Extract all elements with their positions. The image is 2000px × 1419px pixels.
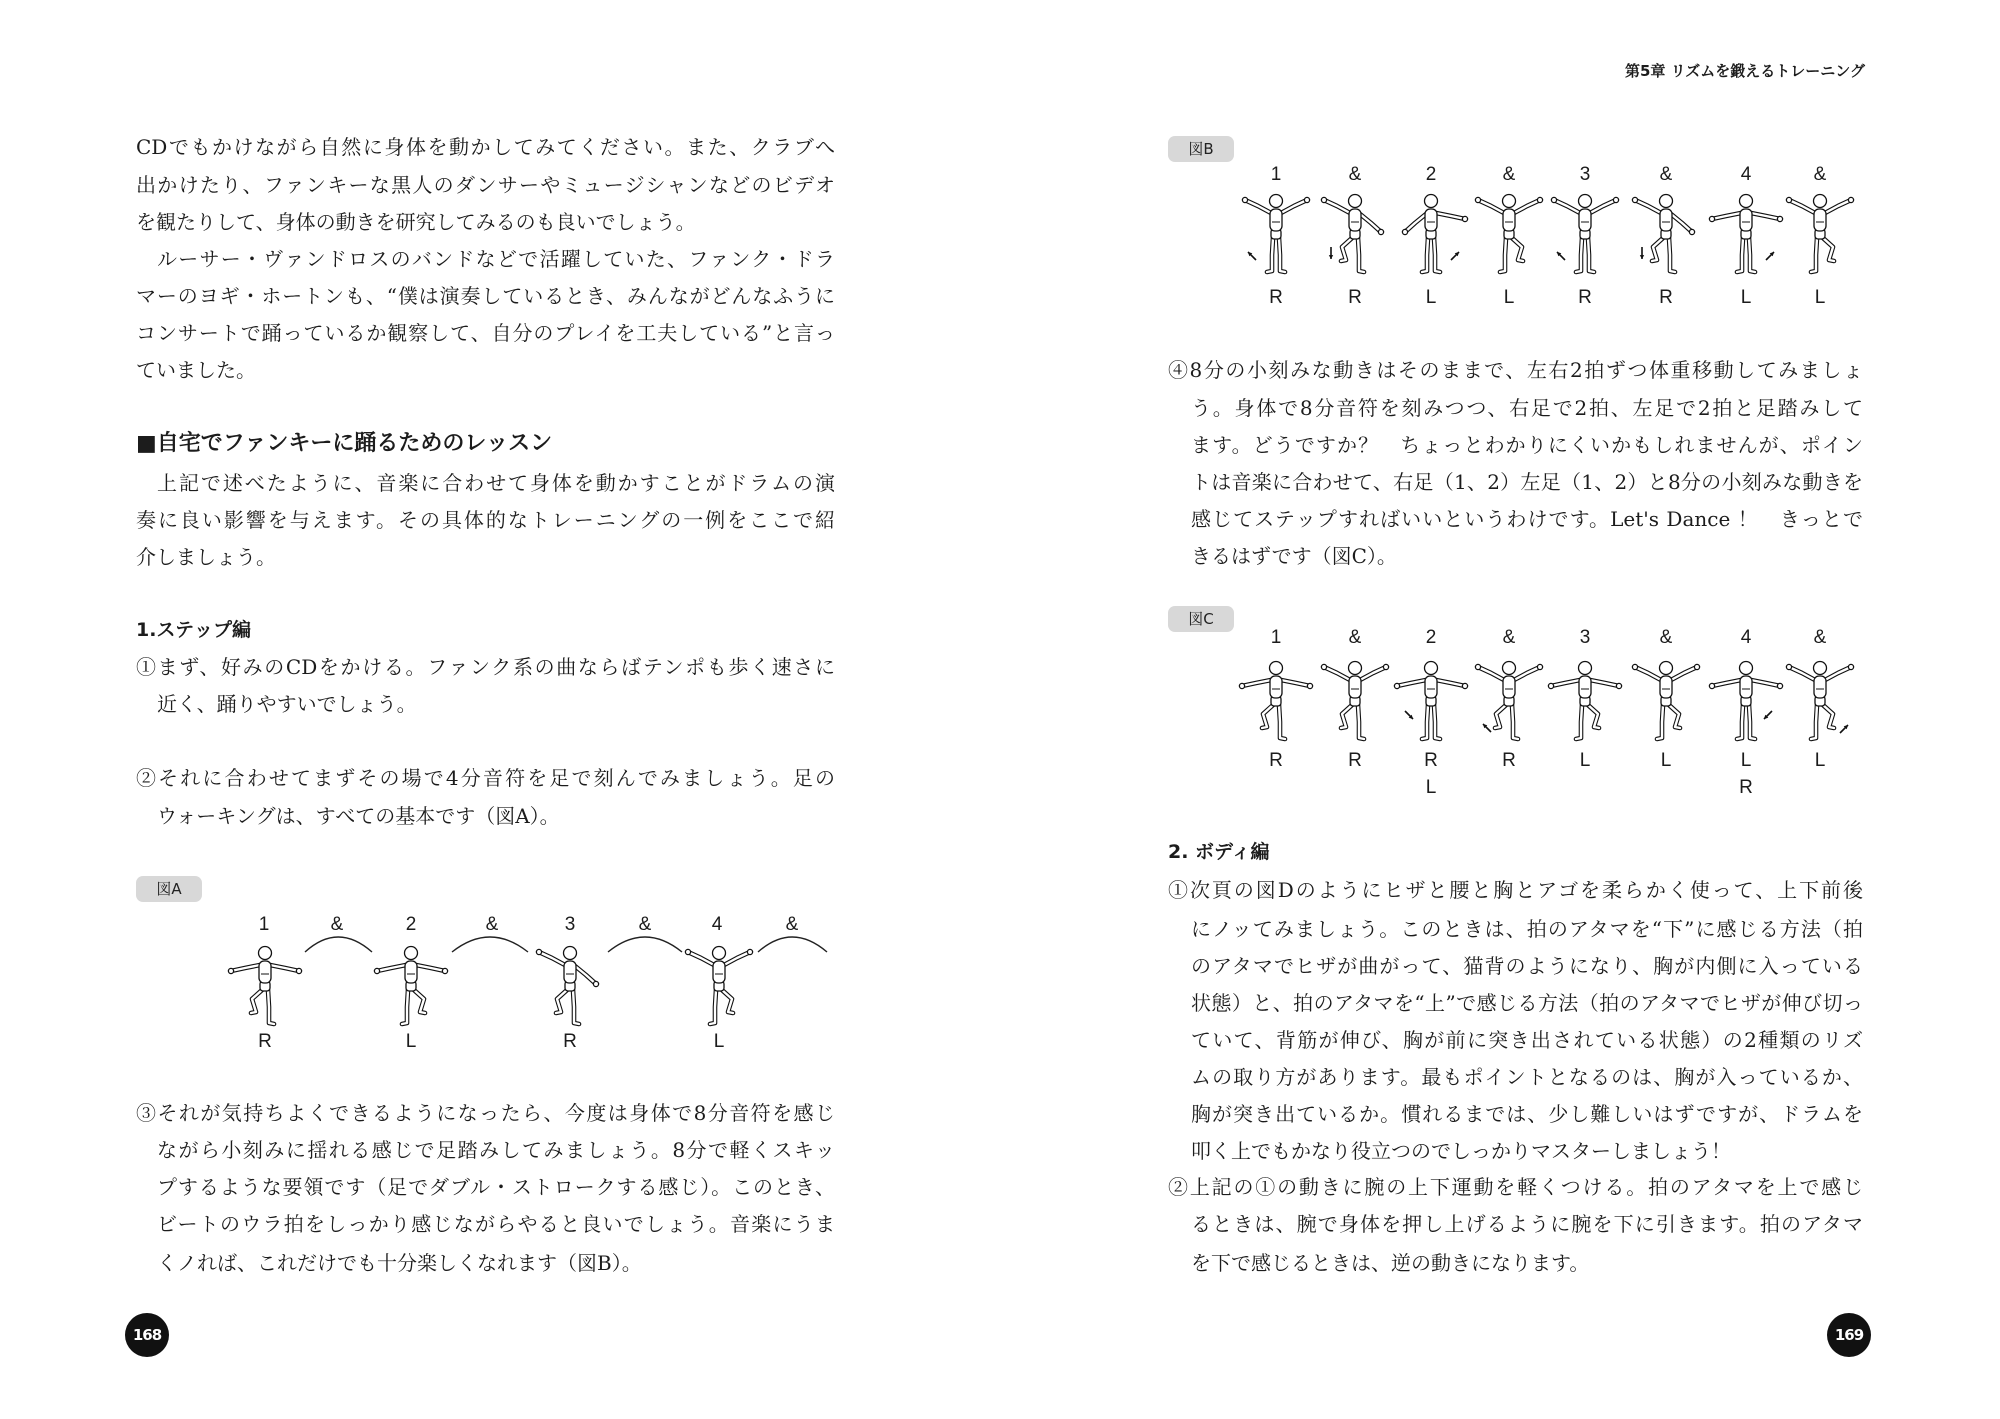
motion-arrow-icon — [1451, 252, 1459, 260]
foot-label: R — [1578, 287, 1592, 308]
dancer-figure — [1706, 192, 1786, 276]
foot-label: R — [1659, 287, 1673, 308]
foot-label: R — [563, 1031, 577, 1052]
body-heading: 2. ボディ編 — [1168, 841, 1270, 863]
dancer-svg — [530, 944, 610, 1028]
foot-label: L — [405, 1031, 417, 1052]
dancer-svg — [371, 944, 451, 1028]
beat-count-label: 1 — [1270, 164, 1282, 185]
foot-label: R — [1269, 750, 1283, 771]
running-header: 第5章 リズムを鍛えるトレーニング — [1624, 62, 1865, 80]
dancer-svg — [1236, 659, 1316, 743]
figure-label-badge: 図A — [136, 876, 202, 902]
list-item-line: ④8分の小刻みな動きはそのままで、左右2拍ずつ体重移動してみましょ — [1168, 358, 1863, 382]
dancer-svg — [1545, 659, 1625, 743]
foot-label: L — [1814, 750, 1826, 771]
body-text-line: CDでもかけながら自然に身体を動かしてみてください。また、クラブへ — [136, 135, 835, 159]
dancer-svg — [1315, 659, 1395, 743]
list-item-line: ①まず、好みのCDをかける。ファンク系の曲ならばテンポも歩く速さに — [136, 655, 835, 679]
dancer-svg — [1236, 192, 1316, 276]
motion-arrow-icon — [1405, 711, 1413, 719]
list-item-line: を下で感じるときは、逆の動きになります。 — [1191, 1251, 1590, 1275]
body-text-line: ルーサー・ヴァンドロスのバンドなどで活躍していた、ファンク・ドラ — [157, 247, 835, 271]
dancer-figure — [1780, 192, 1860, 276]
dancer-svg — [1706, 659, 1786, 743]
dancer-figure — [1391, 659, 1471, 743]
dancer-figure — [1706, 659, 1786, 743]
foot-label: R — [1348, 750, 1362, 771]
list-item-line: きるはずです（図C）。 — [1191, 544, 1397, 568]
dancer-svg — [1780, 659, 1860, 743]
foot-label: R — [1348, 287, 1362, 308]
list-item-line: 状態）と、拍のアタマを“上”で感じる方法（拍のアタマでヒザが伸び切っ — [1191, 991, 1863, 1015]
body-text-line: を観たりして、身体の動きを研究してみるのも良いでしょう。 — [136, 210, 696, 234]
dancer-svg — [1469, 192, 1549, 276]
foot-label: L — [1740, 287, 1752, 308]
list-item-line: トは音楽に合わせて、右足（1、2）左足（1、2）と8分の小刻みな動きを — [1191, 470, 1863, 494]
dancer-figure — [1626, 659, 1706, 743]
beat-count-label: 3 — [564, 914, 576, 935]
page-number: 169 — [1827, 1313, 1871, 1357]
dancer-figure — [1469, 192, 1549, 276]
beat-count-label: 4 — [1740, 164, 1752, 185]
body-text-line: 奏に良い影響を与えます。その具体的なトレーニングの一例をここで紹 — [136, 508, 835, 532]
beat-count-label: & — [1659, 164, 1673, 185]
motion-arrow-icon — [1329, 247, 1333, 259]
beat-count-label: & — [1813, 164, 1827, 185]
dancer-figure — [679, 944, 759, 1028]
section-heading: ■自宅でファンキーに踊るためのレッスン — [136, 431, 553, 456]
list-item-line: るときは、腕で身体を押し上げるように腕を下に引きます。拍のアタマ — [1191, 1212, 1863, 1236]
body-text-line: 介しましょう。 — [136, 545, 276, 569]
dancer-svg — [1626, 659, 1706, 743]
foot-label: L — [1660, 750, 1672, 771]
foot-label: R — [1502, 750, 1516, 771]
list-item-line: ムの取り方があります。最もポイントとなるのは、胸が入っているか、 — [1191, 1065, 1863, 1089]
dancer-svg — [1626, 192, 1706, 276]
foot-label: L — [1503, 287, 1515, 308]
beat-count-label: 3 — [1579, 627, 1591, 648]
dancer-svg — [1469, 659, 1549, 743]
dancer-figure — [1236, 192, 1316, 276]
list-item-line: にノッてみましょう。このときは、拍のアタマを“下”に感じる方法（拍 — [1191, 917, 1863, 941]
dancer-figure — [1236, 659, 1316, 743]
beat-arc — [452, 937, 528, 952]
dancer-svg — [225, 944, 305, 1028]
foot-label: L — [1425, 287, 1437, 308]
beat-count-label: & — [485, 914, 499, 935]
motion-arrow-icon — [1248, 252, 1256, 260]
foot-label: L — [1740, 750, 1752, 771]
dancer-figure — [1545, 192, 1625, 276]
motion-arrow-icon — [1640, 247, 1644, 259]
motion-arrow-icon — [1764, 711, 1772, 719]
dancer-figure — [1315, 659, 1395, 743]
list-item-line: くノれば、これだけでも十分楽しくなれます（図B）。 — [157, 1251, 642, 1275]
beat-count-label: 2 — [1425, 164, 1437, 185]
motion-arrow-icon — [1840, 725, 1848, 733]
body-text-line: ていました。 — [136, 358, 256, 382]
dancer-svg — [1545, 192, 1625, 276]
foot-label: L — [1579, 750, 1591, 771]
dancer-figure — [1545, 659, 1625, 743]
list-item-line: 叩く上でもかなり役立つのでしっかりマスターしましょう！ — [1191, 1139, 1731, 1163]
list-item-line: 感じてステップすればいいというわけです。Let's Dance ！ きっとで — [1191, 507, 1863, 531]
dancer-figure — [1780, 659, 1860, 743]
beat-arc — [758, 937, 827, 952]
page-number: 168 — [125, 1313, 169, 1357]
list-item-line: ②それに合わせてまずその場で4分音符を足で刻んでみましょう。足の — [136, 766, 835, 790]
beat-count-label: & — [638, 914, 652, 935]
list-item-line: ながら小刻みに揺れる感じで足踏みしてみましょう。8分で軽くスキッ — [157, 1138, 835, 1162]
list-item-line: ビートのウラ拍をしっかり感じながらやると良いでしょう。音楽にうま — [157, 1212, 835, 1236]
beat-count-label: 1 — [1270, 627, 1282, 648]
beat-count-label: & — [330, 914, 344, 935]
foot-label-second-row: R — [1739, 777, 1753, 798]
body-text-line: コンサートで踊っているか観察して、自分のプレイを工夫している”と言っ — [136, 321, 835, 345]
list-item-line: ①次頁の図Dのようにヒザと腰と胸とアゴを柔らかく使って、上下前後 — [1168, 878, 1863, 902]
list-item-line: ていて、背筋が伸び、胸が前に突き出されている状態）の2種類のリズ — [1191, 1028, 1863, 1052]
beat-count-label: & — [1813, 627, 1827, 648]
dancer-svg — [1391, 192, 1471, 276]
list-item-line: ウォーキングは、すべての基本です（図A）。 — [157, 804, 560, 828]
dancer-figure — [371, 944, 451, 1028]
dancer-svg — [1780, 192, 1860, 276]
list-item-line: う。身体で8分音符を刻みつつ、右足で2拍、左足で2拍と足踏みして — [1191, 396, 1863, 420]
step-heading: 1.ステップ編 — [136, 619, 252, 641]
dancer-svg — [679, 944, 759, 1028]
motion-arrow-icon — [1557, 252, 1565, 260]
beat-count-label: & — [1502, 164, 1516, 185]
beat-count-label: & — [1348, 164, 1362, 185]
beat-count-label: & — [1502, 627, 1516, 648]
beat-count-label: 2 — [405, 914, 417, 935]
dancer-figure — [1315, 192, 1395, 276]
dancer-figure — [1469, 659, 1549, 743]
body-text-line: 出かけたり、ファンキーな黒人のダンサーやミュージシャンなどのビデオ — [136, 173, 835, 197]
list-item-line: のアタマでヒザが曲がって、猫背のようになり、胸が内側に入っている — [1191, 954, 1863, 978]
foot-label: R — [1269, 287, 1283, 308]
beat-count-label: 4 — [1740, 627, 1752, 648]
beat-count-label: 3 — [1579, 164, 1591, 185]
foot-label-second-row: L — [1425, 777, 1437, 798]
motion-arrow-icon — [1766, 252, 1774, 260]
beat-count-label: 1 — [258, 914, 270, 935]
list-item-line: ます。どうですか？ ちょっとわかりにくいかもしれませんが、ポイン — [1191, 433, 1863, 457]
body-text-line: マーのヨギ・ホートンも、“僕は演奏しているとき、みんながどんなふうに — [136, 284, 835, 308]
beat-count-label: 2 — [1425, 627, 1437, 648]
foot-label: R — [258, 1031, 272, 1052]
dancer-figure — [225, 944, 305, 1028]
dancer-figure — [1391, 192, 1471, 276]
beat-count-label: & — [785, 914, 799, 935]
motion-arrow-icon — [1483, 724, 1491, 732]
foot-label: L — [1814, 287, 1826, 308]
beat-arc — [305, 937, 372, 952]
beat-count-label: & — [1659, 627, 1673, 648]
dancer-figure — [1626, 192, 1706, 276]
list-item-line: ②上記の①の動きに腕の上下運動を軽くつける。拍のアタマを上で感じ — [1168, 1175, 1863, 1199]
dancer-svg — [1315, 192, 1395, 276]
beat-arc — [608, 937, 682, 952]
figure-label-badge: 図C — [1168, 606, 1234, 632]
dancer-figure — [530, 944, 610, 1028]
beat-count-label: & — [1348, 627, 1362, 648]
dancer-svg — [1706, 192, 1786, 276]
body-text-line: 上記で述べたように、音楽に合わせて身体を動かすことがドラムの演 — [157, 471, 835, 495]
dancer-svg — [1391, 659, 1471, 743]
list-item-line: 近く、踊りやすいでしょう。 — [157, 692, 417, 716]
list-item-line: プするような要領です（足でダブル・ストロークする感じ）。このとき、 — [157, 1175, 835, 1199]
list-item-line: 胸が突き出ているか。慣れるまでは、少し難しいはずですが、ドラムを — [1191, 1102, 1863, 1126]
list-item-line: ③それが気持ちよくできるようになったら、今度は身体で8分音符を感じ — [136, 1101, 835, 1125]
foot-label: R — [1424, 750, 1438, 771]
figure-label-badge: 図B — [1168, 136, 1234, 162]
foot-label: L — [713, 1031, 725, 1052]
beat-count-label: 4 — [711, 914, 723, 935]
